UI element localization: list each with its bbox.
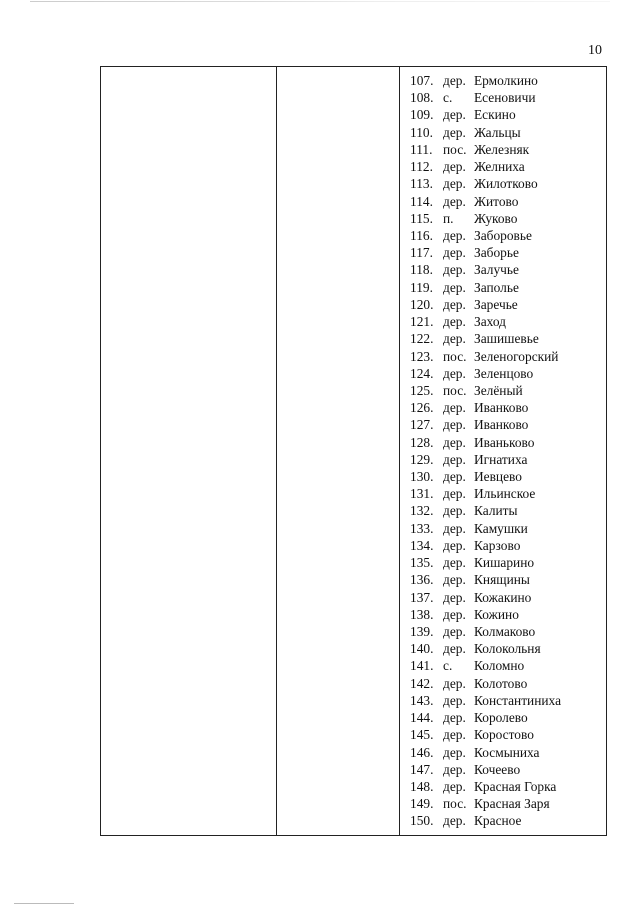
- settlement-number: 141.: [410, 658, 434, 674]
- settlement-number: 147.: [410, 761, 434, 777]
- list-item: [410, 692, 561, 709]
- settlement-number: 140.: [410, 641, 434, 657]
- settlement-name: Жальцы: [474, 124, 521, 140]
- settlement-type: с.: [443, 90, 453, 106]
- list-item: [410, 348, 561, 365]
- settlement-type: дер.: [443, 159, 466, 175]
- settlement-type: дер.: [443, 469, 466, 485]
- list-item: [410, 537, 561, 554]
- settlement-number: 122.: [410, 331, 434, 347]
- settlement-number: 113.: [410, 176, 433, 192]
- settlement-number: 135.: [410, 555, 434, 571]
- settlement-name: Зеленогорский: [474, 348, 559, 364]
- settlement-name: Кожино: [474, 606, 519, 622]
- list-item: [410, 296, 561, 313]
- settlement-name: Заход: [474, 314, 506, 330]
- settlement-type: дер.: [443, 365, 466, 381]
- settlement-name: Зашишевье: [474, 331, 539, 347]
- page-number: 10: [588, 43, 602, 58]
- list-item: [410, 416, 561, 433]
- settlement-type: дер.: [443, 537, 466, 553]
- list-item: [410, 589, 561, 606]
- settlement-list: [410, 72, 561, 830]
- settlement-type: дер.: [443, 692, 466, 708]
- list-item: [410, 106, 561, 123]
- settlement-number: 124.: [410, 365, 434, 381]
- settlement-type: дер.: [443, 279, 466, 295]
- list-item: [410, 778, 561, 795]
- list-item: [410, 520, 561, 537]
- settlement-type: дер.: [443, 262, 466, 278]
- settlement-type: дер.: [443, 434, 466, 450]
- settlement-type: дер.: [443, 73, 466, 88]
- settlement-type: дер.: [443, 624, 466, 639]
- settlement-number: 150.: [410, 813, 434, 829]
- settlement-type: дер.: [443, 193, 466, 209]
- settlement-type: дер.: [443, 176, 466, 192]
- settlement-name: Иванково: [474, 417, 529, 433]
- settlement-number: 115.: [410, 210, 433, 226]
- settlement-number: 109.: [410, 107, 434, 123]
- settlement-name: Красная Заря: [474, 796, 550, 812]
- settlement-name: Красная Горка: [474, 778, 557, 794]
- settlement-name: Заборовье: [474, 227, 532, 243]
- settlement-number: 107.: [410, 73, 434, 88]
- settlement-name: Княщины: [474, 572, 530, 588]
- settlement-type: дер.: [443, 314, 466, 330]
- settlement-number: 111.: [410, 141, 433, 157]
- list-item: [410, 158, 561, 175]
- settlement-type: дер.: [443, 124, 466, 140]
- settlement-number: 143.: [410, 692, 434, 708]
- list-item: [410, 382, 561, 399]
- settlement-name: Ескино: [474, 107, 516, 123]
- settlement-type: дер.: [443, 761, 466, 777]
- settlement-type: дер.: [443, 486, 466, 502]
- settlement-type: дер.: [443, 520, 466, 536]
- settlement-type: дер.: [443, 555, 466, 571]
- settlement-type: дер.: [443, 589, 466, 605]
- settlement-number: 116.: [410, 227, 433, 243]
- settlement-type: дер.: [443, 451, 466, 467]
- settlement-number: 136.: [410, 572, 434, 588]
- list-item: [410, 72, 561, 89]
- settlement-name: Жуково: [474, 210, 518, 226]
- settlement-number: 138.: [410, 606, 434, 622]
- list-item: [410, 468, 561, 485]
- settlement-number: 131.: [410, 486, 434, 502]
- settlement-name: Иваньково: [474, 434, 535, 450]
- list-item: [410, 365, 561, 382]
- settlement-number: 110.: [410, 124, 433, 140]
- list-item: [410, 124, 561, 141]
- settlement-name: Красное: [474, 813, 522, 829]
- settlement-type: п.: [443, 210, 454, 226]
- list-item: [410, 399, 561, 416]
- settlement-name: Колотово: [474, 675, 528, 691]
- settlement-name: Житово: [474, 193, 519, 209]
- settlement-number: 108.: [410, 90, 434, 106]
- settlement-type: пос.: [443, 348, 467, 364]
- list-item: [410, 210, 561, 227]
- settlement-type: пос.: [443, 141, 467, 157]
- settlement-type: дер.: [443, 778, 466, 794]
- settlement-number: 134.: [410, 537, 434, 553]
- list-item: [410, 175, 561, 192]
- settlement-name: Кочеево: [474, 761, 521, 777]
- settlement-number: 132.: [410, 503, 434, 519]
- settlement-number: 144.: [410, 710, 434, 726]
- list-item: [410, 795, 561, 812]
- settlement-type: дер.: [443, 727, 466, 743]
- settlement-type: дер.: [443, 710, 466, 726]
- settlement-number: 114.: [410, 193, 433, 209]
- settlement-type: пос.: [443, 796, 467, 812]
- settlement-name: Космыниха: [474, 744, 540, 760]
- list-item: [410, 451, 561, 468]
- settlement-type: дер.: [443, 227, 466, 243]
- settlement-name: Игнатиха: [474, 451, 528, 467]
- settlement-type: с.: [443, 658, 453, 674]
- settlement-type: дер.: [443, 641, 466, 657]
- settlement-name: Есеновичи: [474, 90, 536, 106]
- settlement-type: дер.: [443, 107, 466, 123]
- settlement-number: 121.: [410, 314, 434, 330]
- list-item: [410, 554, 561, 571]
- settlement-number: 119.: [410, 279, 433, 295]
- settlement-type: дер.: [443, 744, 466, 760]
- list-item: [410, 227, 561, 244]
- settlement-type: дер.: [443, 331, 466, 347]
- list-item: [410, 485, 561, 502]
- settlement-number: 128.: [410, 434, 434, 450]
- settlement-name: Константиниха: [474, 692, 562, 708]
- settlement-number: 130.: [410, 469, 434, 485]
- list-item: [410, 89, 561, 106]
- settlement-type: дер.: [443, 296, 466, 312]
- settlement-name: Коростово: [474, 727, 534, 743]
- list-item: [410, 434, 561, 451]
- settlement-name: Зеленцово: [474, 365, 534, 381]
- list-item: [410, 726, 561, 743]
- settlement-name: Карзово: [474, 537, 521, 553]
- settlement-number: 117.: [410, 245, 433, 261]
- settlement-type: пос.: [443, 382, 467, 398]
- settlement-name: Колмаково: [474, 624, 536, 639]
- list-item: [410, 812, 561, 829]
- list-item: [410, 744, 561, 761]
- settlement-name: Железняк: [474, 141, 530, 157]
- list-item: [410, 244, 561, 261]
- list-item: [410, 571, 561, 588]
- settlement-type: дер.: [443, 813, 466, 829]
- settlement-name: Ильинское: [474, 486, 536, 502]
- settlement-number: 127.: [410, 417, 434, 433]
- settlement-number: 146.: [410, 744, 434, 760]
- list-item: [410, 261, 561, 278]
- list-item: [410, 640, 561, 657]
- settlement-type: дер.: [443, 503, 466, 519]
- settlement-number: 142.: [410, 675, 434, 691]
- settlements-table: [100, 66, 607, 836]
- list-item: [410, 193, 561, 210]
- settlement-type: дер.: [443, 245, 466, 261]
- table-column-1: [101, 67, 277, 835]
- list-item: [410, 657, 561, 674]
- list-item: [410, 623, 561, 640]
- settlement-number: 125.: [410, 382, 434, 398]
- settlement-name: Колокольня: [474, 641, 541, 657]
- settlement-name: Кишарино: [474, 555, 535, 571]
- settlement-name: Залучье: [474, 262, 519, 278]
- settlement-number: 145.: [410, 727, 434, 743]
- settlement-name: Заречье: [474, 296, 518, 312]
- settlement-number: 112.: [410, 159, 433, 175]
- settlement-name: Желниха: [474, 159, 525, 175]
- scan-edge-line-bottom: [14, 903, 74, 904]
- list-item: [410, 502, 561, 519]
- settlement-name: Зелёный: [474, 382, 523, 398]
- list-item: [410, 675, 561, 692]
- list-item: [410, 279, 561, 296]
- settlement-name: Камушки: [474, 520, 528, 536]
- settlement-type: дер.: [443, 606, 466, 622]
- settlement-number: 129.: [410, 451, 434, 467]
- settlement-name: Кожакино: [474, 589, 532, 605]
- settlement-number: 149.: [410, 796, 434, 812]
- list-item: [410, 141, 561, 158]
- list-item: [410, 330, 561, 347]
- settlement-name: Заполье: [474, 279, 519, 295]
- settlement-name: Коломно: [474, 658, 525, 674]
- table-column-2: [276, 67, 400, 835]
- settlement-number: 133.: [410, 520, 434, 536]
- settlement-type: дер.: [443, 572, 466, 588]
- table-column-3: [399, 67, 606, 835]
- scan-edge-line: [30, 1, 610, 2]
- settlement-name: Заборье: [474, 245, 519, 261]
- list-item: [410, 606, 561, 623]
- settlement-number: 120.: [410, 296, 434, 312]
- list-item: [410, 313, 561, 330]
- settlement-name: Иевцево: [474, 469, 522, 485]
- settlement-type: дер.: [443, 675, 466, 691]
- list-item: [410, 709, 561, 726]
- settlement-name: Калиты: [474, 503, 518, 519]
- settlement-type: дер.: [443, 417, 466, 433]
- list-item: [410, 761, 561, 778]
- settlement-name: Ермолкино: [474, 73, 538, 88]
- settlement-type: дер.: [443, 400, 466, 416]
- settlement-number: 126.: [410, 400, 434, 416]
- settlement-name: Иванково: [474, 400, 529, 416]
- settlement-number: 137.: [410, 589, 434, 605]
- settlement-name: Королево: [474, 710, 528, 726]
- settlement-number: 148.: [410, 778, 434, 794]
- settlement-number: 139.: [410, 624, 434, 639]
- settlement-number: 123.: [410, 348, 434, 364]
- settlement-number: 118.: [410, 262, 433, 278]
- settlement-name: Жилотково: [474, 176, 538, 192]
